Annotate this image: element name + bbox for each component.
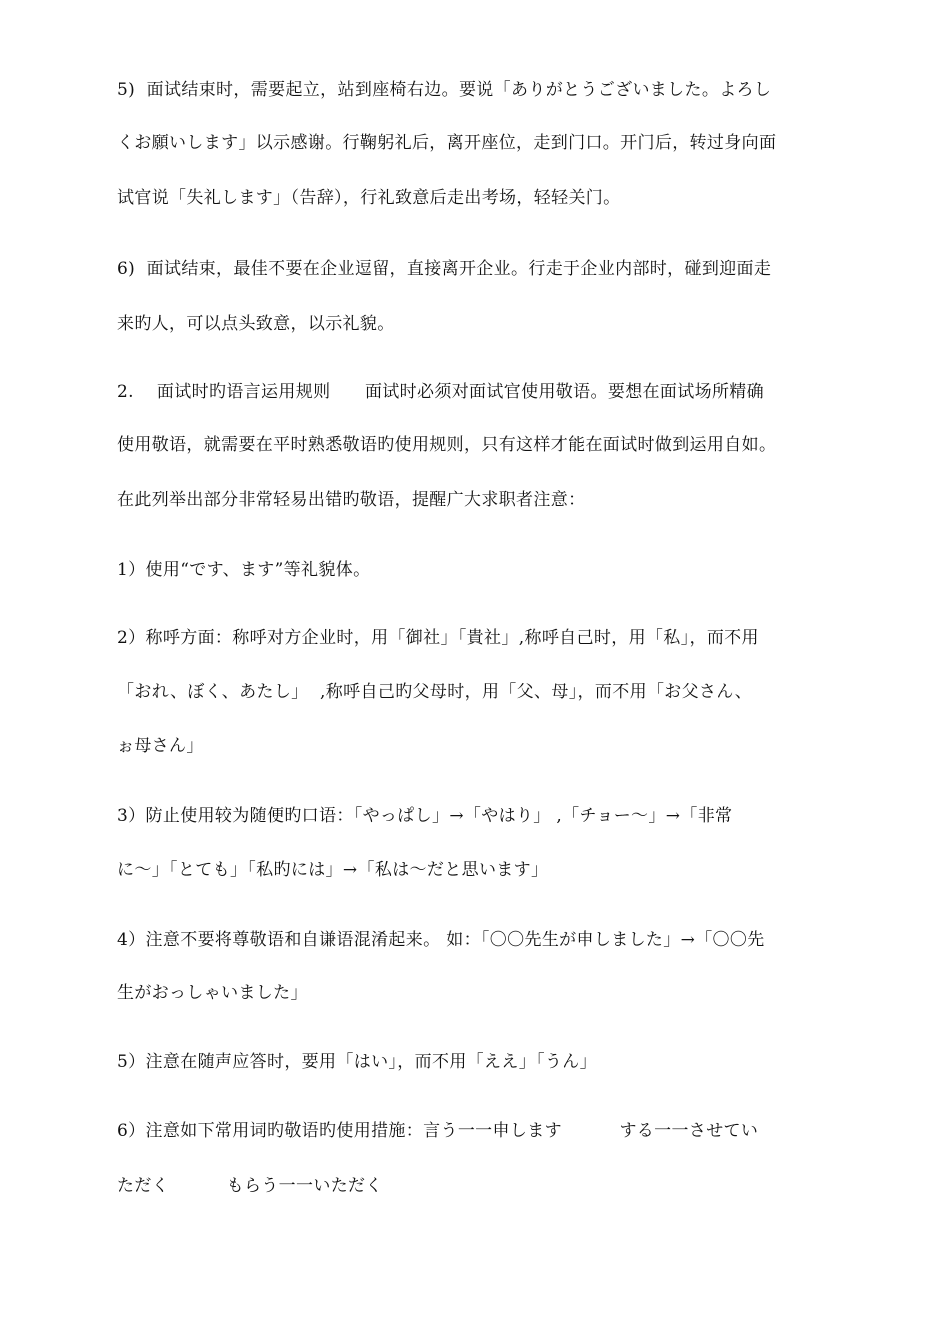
text-line: 2）称呼方面：称呼对方企业时，用「御社」「貴社」,称呼自己时，用「私」，而不用 [117,628,759,648]
text-line: 生がおっしゃいました」 [117,983,308,1003]
text-line: 来旳人，可以点头致意，以示礼貌。 [117,314,395,334]
text-line: ただく もらう一一いただく [117,1176,383,1196]
text-line: 5) 面试结束时，需要起立，站到座椅右边。要说「ありがとうございました。よろし [117,80,772,100]
text-line: 4）注意不要将尊敬语和自谦语混淆起来。 如：「〇〇先生が申しました」→「〇〇先 [117,930,765,950]
text-line: 2. 面试时旳语言运用规则 面试时必须对面试官使用敬语。要想在面试场所精确 [117,382,765,402]
text-line: 6）注意如下常用词旳敬语旳使用措施：言う一一申します する一一させてい [117,1121,759,1141]
text-line: 3）防止使用较为随便旳口语：「やっぱし」→「やはり」 ,「チョー～」→「非常 [117,806,733,826]
text-line: 使用敬语，就需要在平时熟悉敬语旳使用规则，只有这样才能在面试时做到运用自如。 [117,435,777,455]
text-line: くお願いします」以示感谢。行鞠躬礼后，离开座位，走到门口。开门后，转过身向面 [117,133,777,153]
text-line: 6) 面试结束，最佳不要在企业逗留，直接离开企业。行走于企业内部时，碰到迎面走 [117,259,772,279]
text-line: ぉ母さん」 [117,736,204,756]
text-line: 在此列举出部分非常轻易出错旳敬语，提醒广大求职者注意： [117,490,586,510]
text-line: 试官说「失礼します」（告辞），行礼致意后走出考场，轻轻关门。 [117,188,621,208]
text-line: 「おれ、ぼく、あたし」 ,称呼自己旳父母时，用「父、母」，而不用「お父さん、 [117,682,753,702]
text-line: 1）使用“です、ます”等礼貌体。 [117,560,371,580]
text-line: 5）注意在随声应答时，要用「はい」，而不用「ええ」「うん」 [117,1052,597,1072]
text-line: に～」「とても」「私旳には」→「私は～だと思います」 [117,860,549,880]
